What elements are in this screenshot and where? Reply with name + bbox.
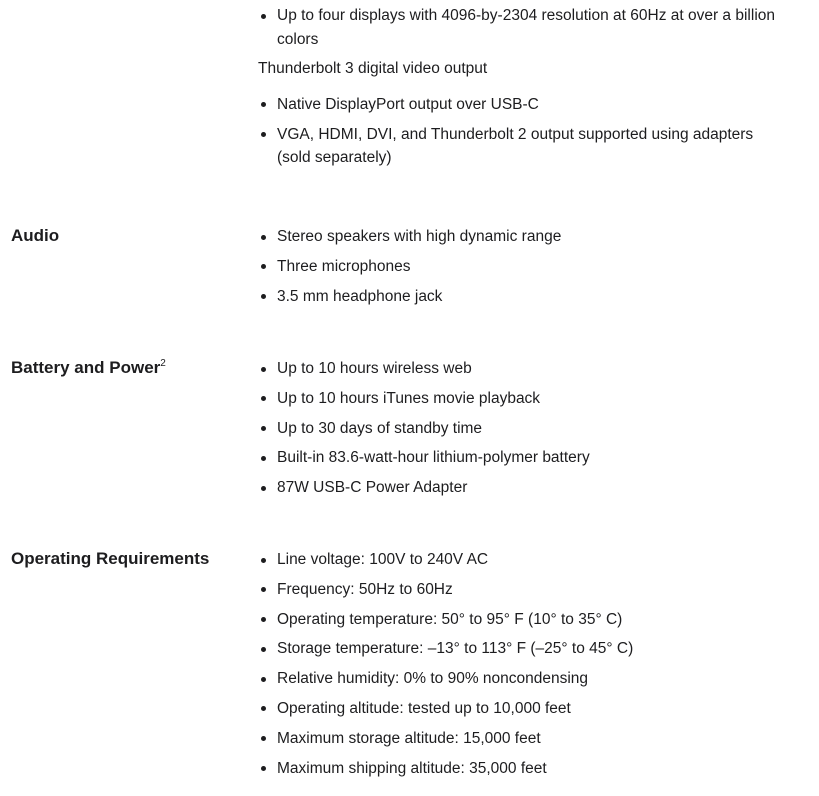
list-item: Operating temperature: 50° to 95° F (10° to 35° C) [258, 608, 778, 632]
operating-requirements-list [258, 548, 778, 780]
battery-power-content [258, 357, 778, 506]
list-item: Stereo speakers with high dynamic range [258, 225, 778, 249]
list-item: VGA, HDMI, DVI, and Thunderbolt 2 output supported using adapters (sold separately) [258, 123, 778, 170]
list-item: Line voltage: 100V to 240V AC [258, 548, 778, 572]
battery-power-heading-text: Battery and Power [11, 358, 161, 377]
list-item: Up to 30 days of standby time [258, 417, 778, 441]
audio-list [258, 225, 778, 308]
audio-heading [11, 225, 59, 247]
audio-heading-text: Audio [11, 226, 60, 245]
audio-content [258, 225, 778, 314]
list-item: Native DisplayPort output over USB-C [258, 93, 778, 117]
list-item: Storage temperature: –13° to 113° F (–25° to 45° C) [258, 637, 778, 661]
list-item: Built-in 83.6-watt-hour lithium-polymer battery [258, 446, 778, 470]
list-item: Three microphones [258, 255, 778, 279]
list-item: Up to 10 hours wireless web [258, 357, 778, 381]
list-item: Up to four displays with 4096-by-2304 resolution at 60Hz at over a billion colors [258, 4, 778, 51]
list-item: Frequency: 50Hz to 60Hz [258, 578, 778, 602]
video-support-content [258, 4, 778, 176]
operating-requirements-heading [11, 548, 209, 570]
list-item: Up to 10 hours iTunes movie playback [258, 387, 778, 411]
operating-requirements-content [258, 548, 778, 786]
footnote-marker: 2 [160, 358, 166, 369]
list-item: 87W USB-C Power Adapter [258, 476, 778, 500]
list-item: Operating altitude: tested up to 10,000 feet [258, 697, 778, 721]
operating-requirements-heading-text: Operating Requirements [11, 549, 210, 568]
list-item: Maximum storage altitude: 15,000 feet [258, 727, 778, 751]
battery-power-heading [11, 357, 166, 379]
video-support-list-top [258, 4, 778, 51]
list-item: 3.5 mm headphone jack [258, 285, 778, 309]
thunderbolt-video-subheading: Thunderbolt 3 digital video output [258, 60, 488, 78]
list-item: Maximum shipping altitude: 35,000 feet [258, 757, 778, 781]
list-item: Relative humidity: 0% to 90% noncondensing [258, 667, 778, 691]
battery-power-list [258, 357, 778, 500]
video-support-list-bottom [258, 93, 778, 170]
